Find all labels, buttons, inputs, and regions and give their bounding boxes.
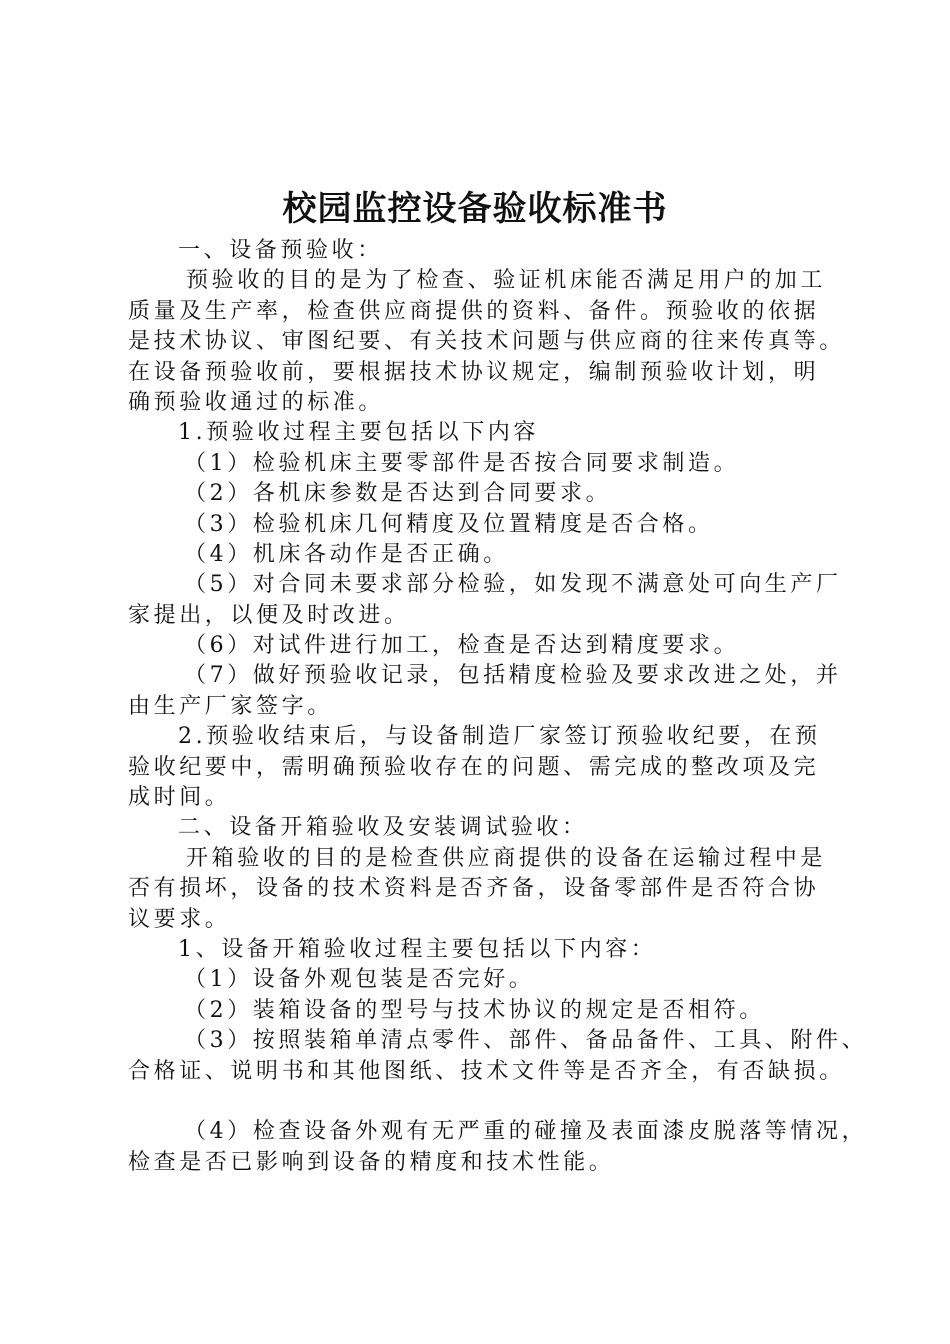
section-heading-1: 一、设备预验收： [178,238,383,263]
paragraph-line: 质量及生产率，检查供应商提供的资料、备件。预验收的依据 [128,298,820,324]
list-item-continuation: 检查是否已影响到设备的精度和技术性能。 [128,1149,615,1175]
list-item: （4）机床各动作是否正确。 [184,541,509,567]
list-item: （1）设备外观包装是否完好。 [184,967,535,993]
subheading-2: 2.预验收结束后，与设备制造厂家签订预验收纪要，在预 [178,724,821,750]
paragraph-line: 预验收的目的是为了检查、验证机床能否满足用户的加工 [186,268,827,294]
list-item: （3）按照装箱单清点零件、部件、备品备件、工具、附件、 [184,1028,868,1054]
list-item: （2）各机床参数是否达到合同要求。 [184,481,612,507]
paragraph-line: 开箱验收的目的是检查供应商提供的设备在运输过程中是 [186,845,827,871]
list-item: （4）检查设备外观有无严重的碰撞及表面漆皮脱落等情况， [184,1119,868,1145]
paragraph-line: 是技术协议、审图纪要、有关技术问题与供应商的往来传真等。 [128,329,845,355]
document-body [128,236,868,1178]
list-item: （2）装箱设备的型号与技术协议的规定是否相符。 [184,997,765,1023]
list-item-continuation: 合格证、说明书和其他图纸、技术文件等是否齐全，有否缺损。 [128,1058,845,1084]
section-heading-2: 二、设备开箱验收及安装调试验收： [178,815,588,841]
list-item: （3）检验机床几何精度及位置精度是否合格。 [184,511,714,537]
list-item-continuation: 由生产厂家签字。 [128,693,333,719]
list-item: （6）对试件进行加工，检查是否达到精度要求。 [184,633,740,659]
subheading-1: 1.预验收过程主要包括以下内容 [178,420,539,446]
paragraph-line: 成时间。 [128,785,231,811]
paragraph-line: 议要求。 [128,906,231,932]
paragraph-line: 验收纪要中，需明确预验收存在的问题、需完成的整改项及完 [128,754,820,780]
paragraph-line: 确预验收通过的标准。 [128,389,385,415]
subheading-3: 1、设备开箱验收过程主要包括以下内容： [178,936,657,962]
list-item: （1）检验机床主要零部件是否按合同要求制造。 [184,450,740,476]
paragraph-line: 否有损坏，设备的技术资料是否齐备，设备零部件是否符合协 [128,876,820,902]
list-item: （5）对合同未要求部分检验，如发现不满意处可向生产厂 [184,572,842,598]
list-item-continuation: 家提出，以便及时改进。 [128,602,410,628]
paragraph-line: 在设备预验收前，要根据技术协议规定，编制预验收计划，明 [128,359,820,385]
document-title: 校园监控设备验收标准书 [282,189,668,229]
list-item: （7）做好预验收记录，包括精度检验及要求改进之处，并 [184,663,842,689]
blank-line [128,1087,840,1117]
